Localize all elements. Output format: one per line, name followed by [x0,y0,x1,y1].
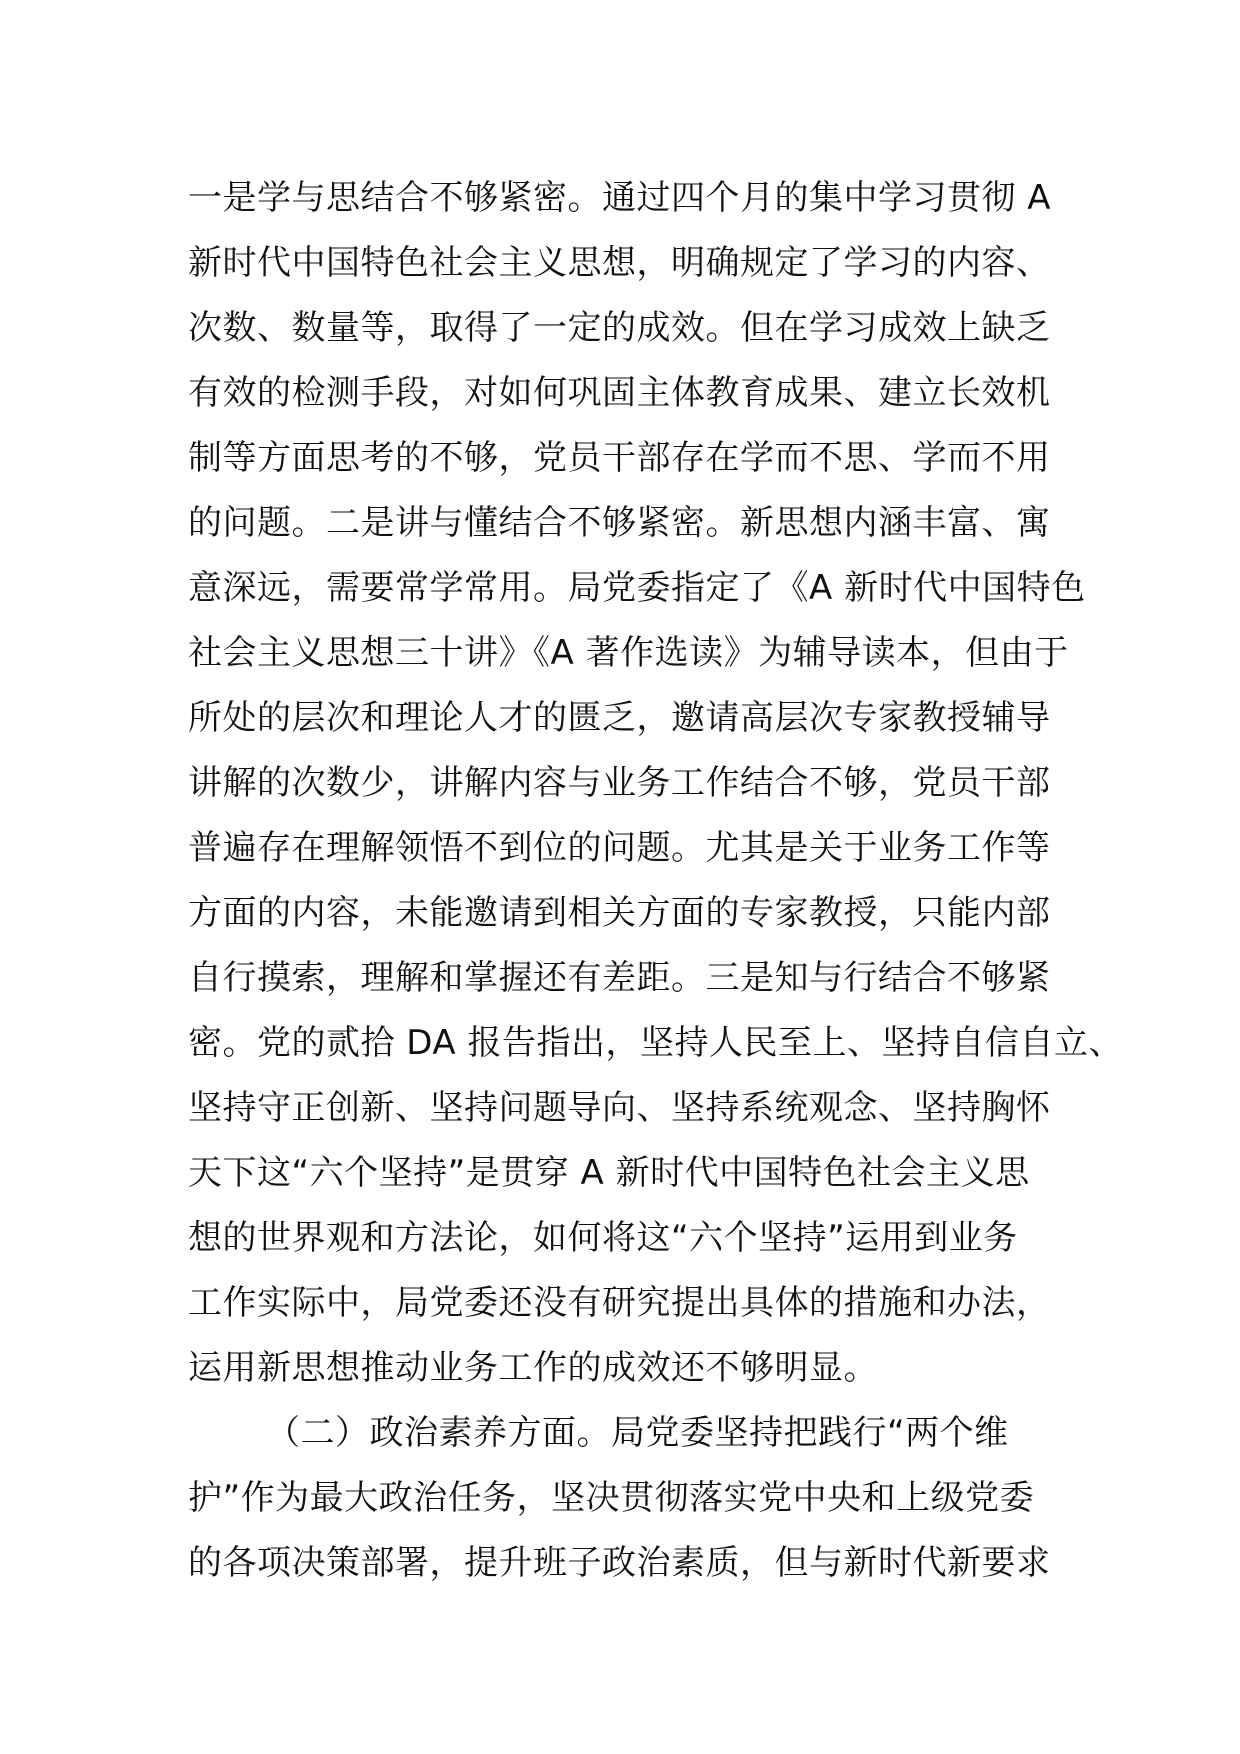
text-line: 一是学与思结合不够紧密。通过四个月的集中学习贯彻 A [188,178,1052,218]
text-line: 自行摸索，理解和掌握还有差距。三是知与行结合不够紧 [188,958,1051,998]
text-line: 制等方面思考的不够，党员干部存在学而不思、学而不用 [188,438,1051,478]
text-line: 的问题。二是讲与懂结合不够紧密。新思想内涵丰富、寓 [188,503,1051,543]
text-line: 社会主义思想三十讲》《A 著作选读》为辅导读本，但由于 [188,633,1069,673]
text-line: 意深远，需要常学常用。局党委指定了《A 新时代中国特色 [188,568,1086,608]
paragraph-political-literacy [188,1401,1068,1596]
text-line: 讲解的次数少，讲解内容与业务工作结合不够，党员干部 [188,763,1051,803]
text-line: 运用新思想推动业务工作的成效还不够明显。 [188,1348,878,1388]
text-line: 方面的内容，未能邀请到相关方面的专家教授，只能内部 [188,893,1051,933]
paragraph-study-issues [188,166,1123,1401]
text-line: 坚持守正创新、坚持问题导向、坚持系统观念、坚持胸怀 [188,1088,1051,1128]
text-line: 护”作为最大政治任务，坚决贯彻落实党中央和上级党委 [188,1478,1035,1518]
text-line: 次数、数量等，取得了一定的成效。但在学习成效上缺乏 [188,308,1051,348]
text-line: 密。党的贰拾 DA 报告指出，坚持人民至上、坚持自信自立、 [188,1023,1123,1063]
text-line: 普遍存在理解领悟不到位的问题。尤其是关于业务工作等 [188,828,1051,868]
text-line: （二）政治素养方面。局党委坚持把践行“两个维 [266,1413,1009,1453]
text-line: 工作实际中，局党委还没有研究提出具体的措施和办法， [188,1283,1051,1323]
text-line: 的各项决策部署，提升班子政治素质，但与新时代新要求 [188,1543,1051,1583]
document-body [188,166,1123,1596]
text-line: 所处的层次和理论人才的匮乏，邀请高层次专家教授辅导 [188,698,1051,738]
text-line: 天下这“六个坚持”是贯穿 A 新时代中国特色社会主义思 [188,1153,1030,1193]
text-line: 有效的检测手段，对如何巩固主体教育成果、建立长效机 [188,373,1051,413]
text-line: 新时代中国特色社会主义思想，明确规定了学习的内容、 [188,243,1051,283]
text-line: 想的世界观和方法论，如何将这“六个坚持”运用到业务 [188,1218,1018,1258]
